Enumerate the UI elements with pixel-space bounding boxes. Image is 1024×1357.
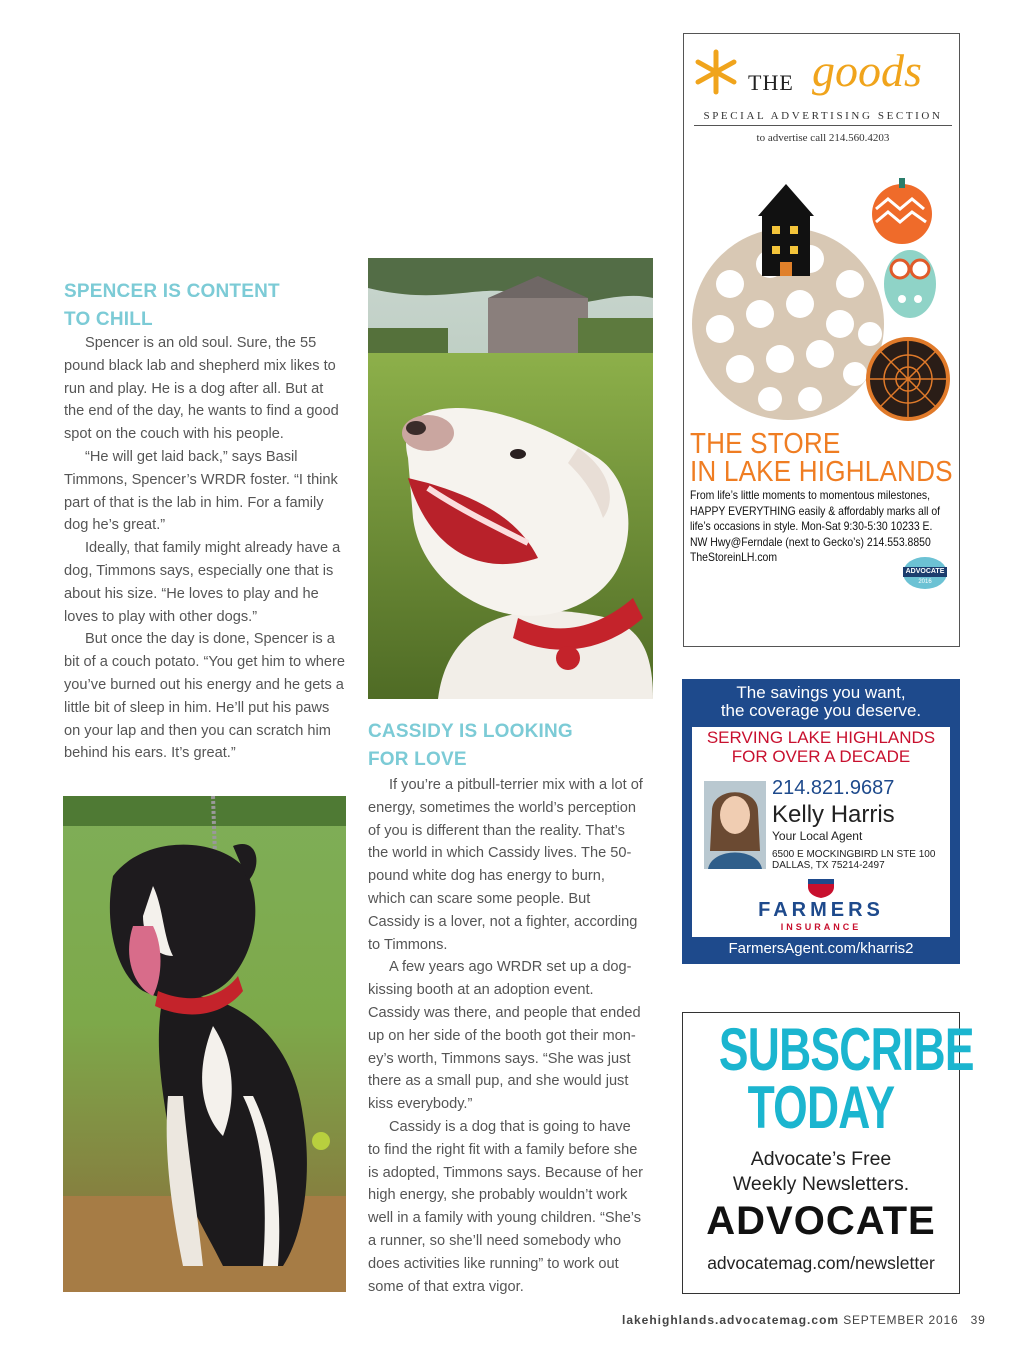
paragraph: Cassidy is a dog that is going to have to find the right fit with a family before she is adopted, Timmons says. Because of her high energy, she probably wouldn’t work well in a family with young children. “She’s a runner, so she’ll need somebody who does activities like running” to work out some of that extra vigor.	[368, 1118, 643, 1295]
the-goods-ad[interactable]	[683, 33, 960, 647]
farmers-insurance-ad[interactable]	[682, 679, 960, 964]
footer-issue: SEPTEMBER 2016	[843, 1313, 959, 1327]
paragraph: But once the day is done, Spencer is a bit of a couch potato. “You get him to where you’ve burned out his energy and he gets a little bit of sleep in him. He’ll put his paws on your lap and then you can scratch him behind his ears. It’s great.”	[64, 631, 345, 762]
special-section-label: SPECIAL ADVERTISING SECTION	[694, 110, 952, 126]
spencer-headline: SPENCER IS CONTENT TO CHILL	[64, 281, 280, 330]
advocate-award-badge: ADVOCATE 2016	[902, 556, 948, 590]
agent-name: Kelly Harris	[772, 801, 895, 828]
page-number: 39	[970, 1313, 986, 1327]
store-name: THE STORE IN LAKE HIGHLANDS	[690, 428, 953, 488]
paragraph: A few years ago WRDR set up a dog-kissing booth at an adoption event. Cassidy was there, and people that ended up on her side of the booth got their money’s worth, Timmons says. “She was just there as a small pup, and she would just kiss everybody.”	[368, 959, 641, 1113]
subscribe-ad[interactable]	[682, 1012, 974, 1294]
subscribe-title: SUBSCRIBE TODAY	[718, 1016, 974, 1141]
footer-site[interactable]: lakehighlands.advocatemag.com	[622, 1313, 840, 1327]
store-products-image	[690, 174, 956, 434]
the-goods-logo: THE goods	[692, 44, 952, 104]
farmers-logo: FARMERS	[758, 899, 884, 921]
paragraph: If you’re a pitbull-terrier mix with a lot of energy, sometimes the world’s perception of you is different than the reality. That’s the world in which Cassidy lives. The 50-pound white dog has energy to burn, which can scare some people. But Cassidy is a lover, not a fighter, according to Timmons.	[368, 777, 643, 953]
cassidy-photo	[368, 258, 653, 699]
newsletter-url[interactable]: advocatemag.com/newsletter	[707, 1253, 935, 1273]
cassidy-body	[368, 774, 644, 1298]
spencer-body	[64, 332, 346, 765]
paragraph: “He will get laid back,” says Basil Timmons, Spencer’s WRDR foster. “I think part of that is the lab in him. For a family dog he’s great.”	[64, 448, 338, 534]
cassidy-headline: CASSIDY IS LOOKING FOR LOVE	[368, 721, 573, 770]
farmers-headline: The savings you want, the coverage you deserve.	[720, 683, 922, 720]
farmers-shield-icon	[806, 877, 836, 899]
subscribe-text: Advocate’s Free Weekly Newsletters.	[732, 1148, 910, 1195]
farmers-logo-sub: INSURANCE	[780, 922, 862, 932]
agent-photo	[704, 781, 766, 869]
agent-phone[interactable]: 214.821.9687	[772, 777, 895, 799]
serving-lake-highlands: SERVING LAKE HIGHLANDS FOR OVER A DECADE	[706, 728, 936, 766]
agent-address: 6500 E MOCKINGBIRD LN STE 100 DALLAS, TX 75214-2497	[772, 849, 936, 871]
page-footer	[622, 1313, 986, 1327]
farmers-url[interactable]: FarmersAgent.com/kharris2	[728, 940, 914, 957]
advertise-phone: to advertise call 214.560.4203	[756, 132, 890, 144]
paragraph: Ideally, that family might already have a dog, Timmons says, especially one that is about his size. “He loves to play and he loves to play with other dogs.”	[64, 540, 341, 625]
agent-role: Your Local Agent	[772, 829, 863, 843]
spencer-photo	[63, 796, 346, 1292]
store-description: From life’s little moments to momentous milestones, HAPPY EVERYTHING easily & affordably marks all of life’s occasions in style. Mon-Sat 9:30-5:30 10233 E. NW Hwy@Ferndale (next to Gecko’s) 214.553.8850 TheStoreinLH.com	[690, 488, 941, 565]
paragraph: Spencer is an old soul. Sure, the 55 pound black lab and shepherd mix likes to run and play. He is a dog after all. But at the end of the day, he wants to find a good spot on the couch with his people.	[64, 335, 339, 443]
asterisk-icon	[692, 48, 740, 96]
advocate-logo: ADVOCATE	[706, 1199, 936, 1243]
farmers-card	[692, 727, 950, 937]
